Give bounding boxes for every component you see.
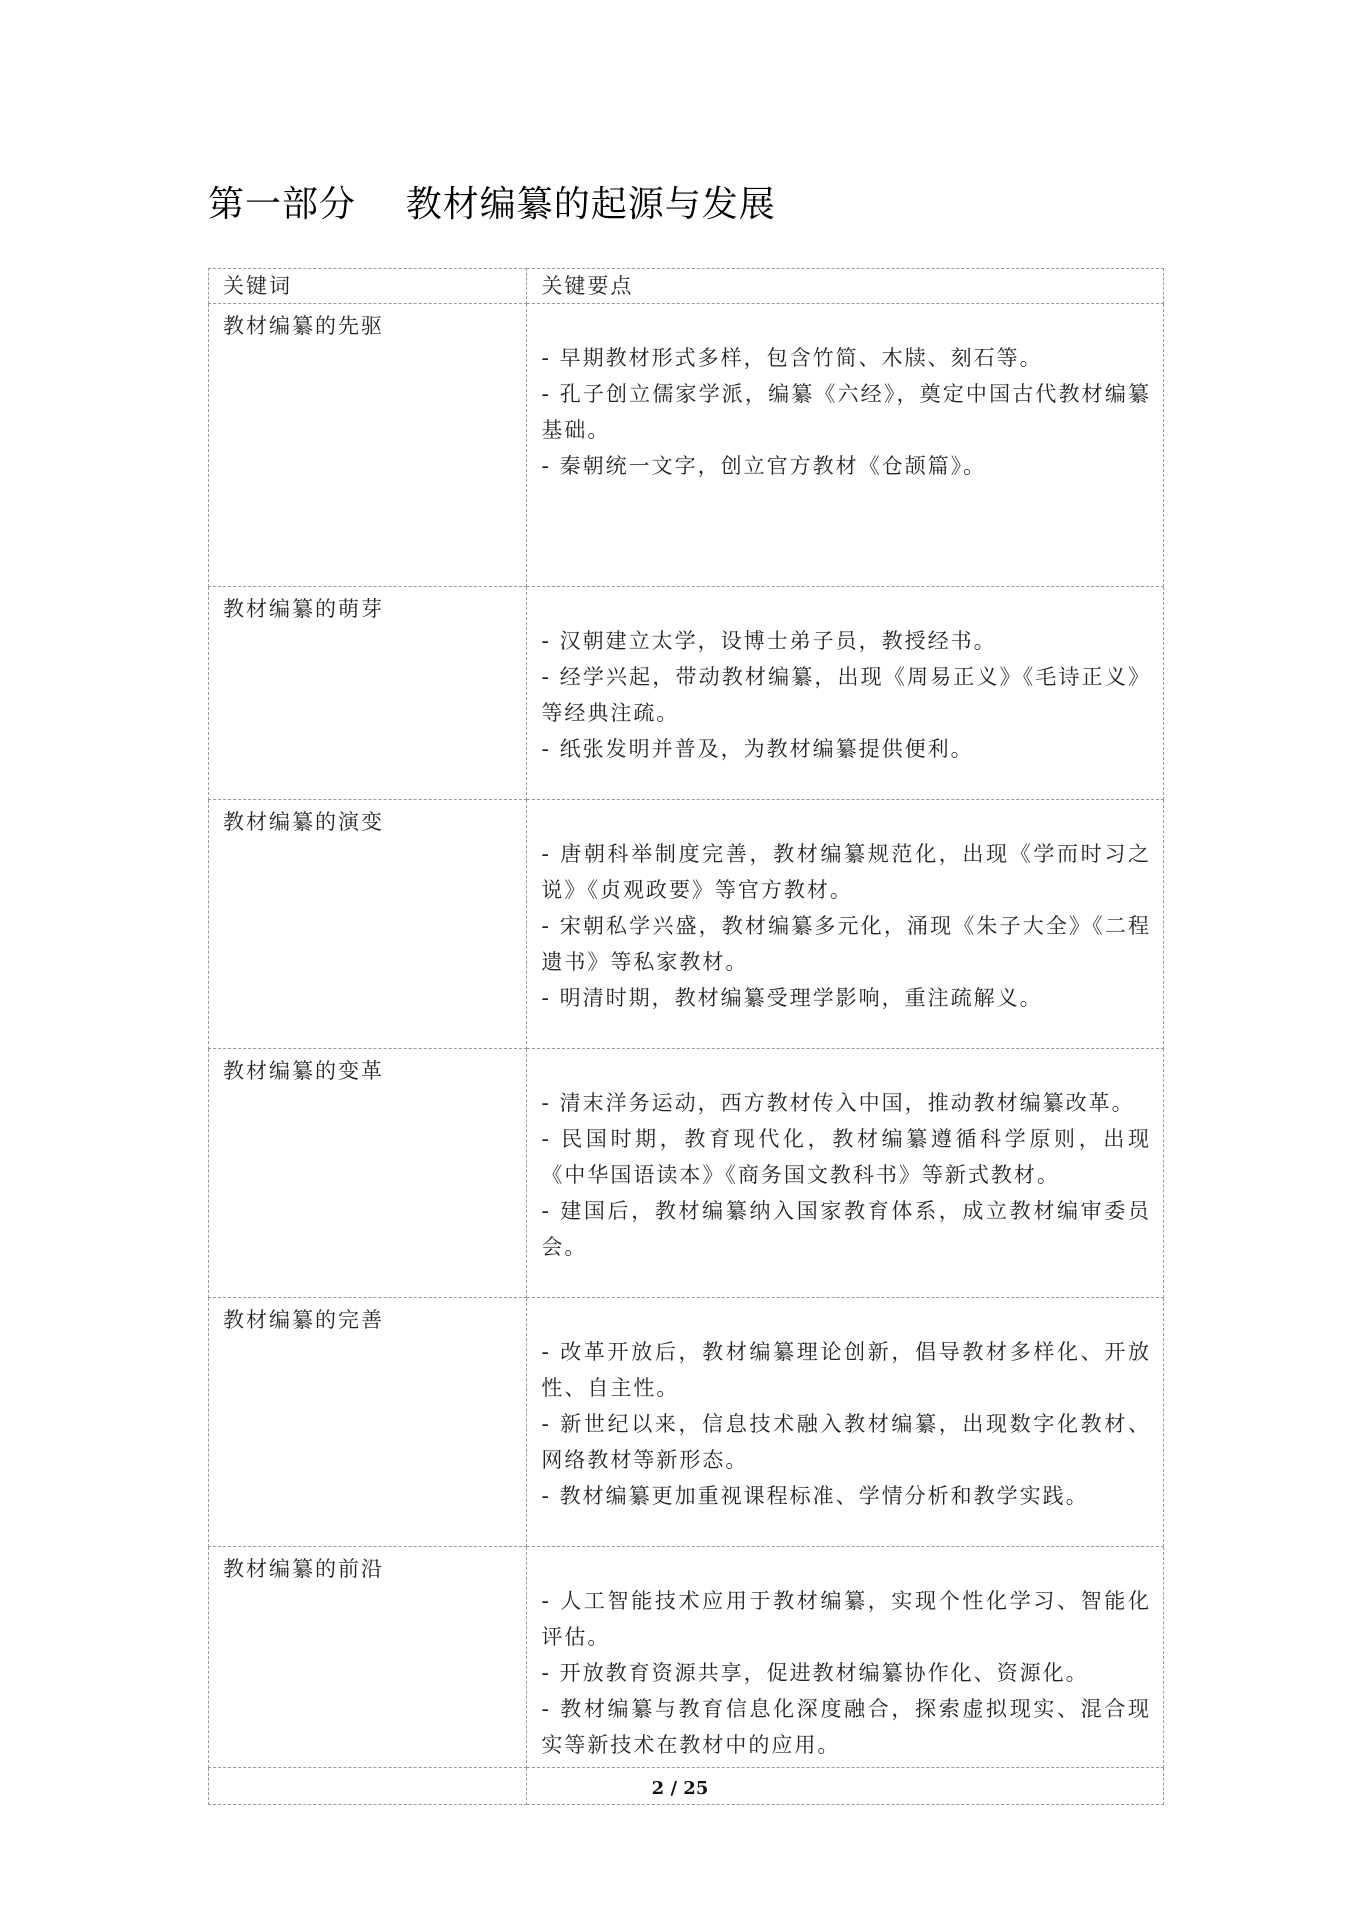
points-cell [527,304,1164,587]
keyword-cell [209,800,527,1049]
header-points: 关键要点 [541,274,634,298]
header-points-cell [527,269,1164,304]
table-row [209,800,1164,1049]
point-text: - 教材编纂更加重视课程标准、学情分析和教学实践。 [541,1484,1089,1508]
point-text: - 建国后，教材编纂纳入国家教育体系，成立教材编审委员会。 [541,1199,1151,1259]
point-text: - 早期教材形式多样，包含竹简、木牍、刻石等。 [541,346,1043,370]
page-number: 2 / 25 [651,1778,709,1799]
key-points-table [208,268,1164,1805]
point-text: - 宋朝私学兴盛，教材编纂多元化，涌现《朱子大全》《二程遗书》等私家教材。 [541,914,1151,974]
keyword-cell [209,304,527,587]
keyword-cell [209,587,527,800]
points-cell [527,1298,1164,1547]
table-row [209,1049,1164,1298]
point-text: - 新世纪以来，信息技术融入教材编纂，出现数字化教材、网络教材等新形态。 [541,1412,1151,1472]
table-header-row [209,269,1164,304]
point-text: - 改革开放后，教材编纂理论创新，倡导教材多样化、开放性、自主性。 [541,1340,1151,1400]
point-text: - 孔子创立儒家学派，编纂《六经》，奠定中国古代教材编纂基础。 [541,382,1151,442]
points-cell [527,1049,1164,1298]
header-keyword-cell [209,269,527,304]
page-title: 第一部分 教材编纂的起源与发展 [208,184,776,225]
point-text: - 清末洋务运动，西方教材传入中国，推动教材编纂改革。 [541,1091,1135,1115]
point-text: - 民国时期，教育现代化，教材编纂遵循科学原则，出现《中华国语读本》《商务国文教科书》等新式教材。 [541,1127,1151,1187]
keyword-text: 教材编纂的先驱 [223,314,384,338]
table-row [209,587,1164,800]
table-row [209,304,1164,587]
keyword-text: 教材编纂的前沿 [223,1557,384,1581]
header-keyword: 关键词 [223,274,292,298]
table-row [209,1547,1164,1768]
point-text: - 开放教育资源共享，促进教材编纂协作化、资源化。 [541,1661,1089,1685]
points-cell [527,800,1164,1049]
point-text: - 汉朝建立太学，设博士弟子员，教授经书。 [541,629,997,653]
keyword-text: 教材编纂的萌芽 [223,597,384,621]
points-cell [527,1547,1164,1768]
point-text: - 人工智能技术应用于教材编纂，实现个性化学习、智能化评估。 [541,1589,1151,1649]
point-text: - 秦朝统一文字，创立官方教材《仓颉篇》。 [541,454,987,478]
keyword-cell [209,1547,527,1768]
point-text: - 纸张发明并普及，为教材编纂提供便利。 [541,737,974,761]
keyword-cell [209,1298,527,1547]
keyword-text: 教材编纂的变革 [223,1059,384,1083]
keyword-text: 教材编纂的完善 [223,1308,384,1332]
table-row [209,1298,1164,1547]
point-text: - 经学兴起，带动教材编纂，出现《周易正义》《毛诗正义》等经典注疏。 [541,665,1151,725]
point-text: - 教材编纂与教育信息化深度融合，探索虚拟现实、混合现实等新技术在教材中的应用。 [541,1697,1151,1757]
keyword-cell [209,1049,527,1298]
point-text: - 唐朝科举制度完善，教材编纂规范化，出现《学而时习之说》《贞观政要》等官方教材。 [541,842,1151,902]
keyword-text: 教材编纂的演变 [223,810,384,834]
points-cell [527,587,1164,800]
point-text: - 明清时期，教材编纂受理学影响，重注疏解义。 [541,986,1043,1010]
